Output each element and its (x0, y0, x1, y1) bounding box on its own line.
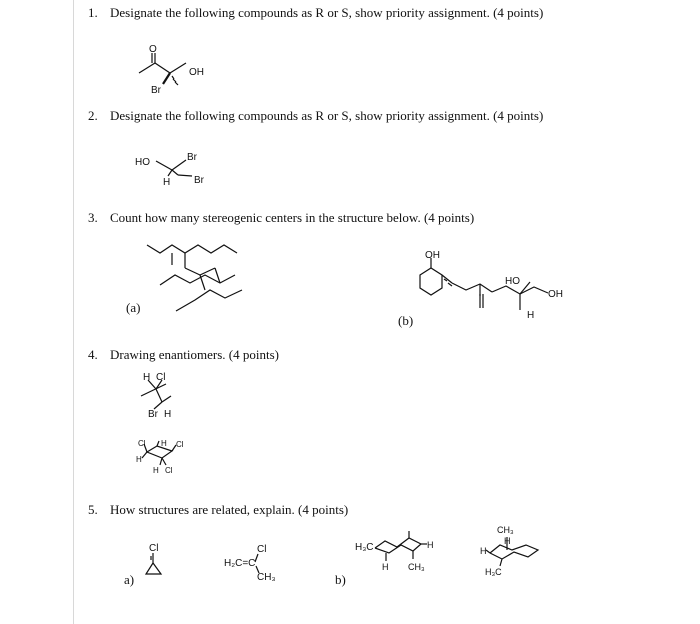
q5-label-b: b) (335, 572, 346, 587)
q2-atom-h: H (163, 177, 171, 188)
question-3-text: Count how many stereogenic centers in the structure below. (4 points) (110, 210, 475, 225)
q3b-atom-ho: HO (505, 276, 520, 287)
q2-atom-br1: Br (187, 152, 197, 163)
q5b1-atom-h2: H (427, 540, 434, 550)
q2-atom-ho: HO (135, 157, 150, 168)
q1-atom-br: Br (151, 85, 161, 96)
q4a-atom-br: Br (148, 409, 158, 420)
q4a-atom-h: H (143, 372, 151, 383)
q4a-atom-h2: H (164, 409, 172, 420)
question-3-number: 3. (88, 210, 98, 225)
q5a2-atom-ch3: CH₃ (257, 572, 276, 583)
q4b-atom-h1: H (161, 439, 167, 448)
q4b-atom-h3: H (153, 466, 159, 475)
q3b-atom-oh2: OH (548, 289, 563, 300)
q4b-atom-cl2: Cl (176, 440, 184, 449)
q3b-atom-h: H (527, 310, 535, 321)
q5b-chair-1 (355, 531, 434, 572)
q5-label-a: a) (124, 572, 135, 587)
q1-atom-oh: OH (189, 67, 204, 78)
question-5-number: 5. (88, 502, 98, 517)
q4b-atom-cl1: Cl (138, 439, 146, 448)
q5a-alkene (224, 544, 276, 583)
q3b-atom-oh: OH (425, 250, 440, 261)
question-4-number: 4. (88, 347, 98, 362)
question-2-text: Designate the following compounds as R or S, show priority assignment. (4 points) (110, 108, 544, 123)
q5b2-atom-h2: H (480, 546, 487, 556)
question-2-number: 2. (88, 108, 98, 123)
question-1-text: Designate the following compounds as R or S, show priority assignment. (4 points) (110, 5, 544, 20)
q5b2-atom-h3c: H₃C (485, 567, 502, 577)
question-4-text: Drawing enantiomers. (4 points) (110, 347, 279, 362)
q4b-atom-h2: H (136, 455, 142, 464)
q2-molecule (135, 152, 205, 188)
q4b-molecule (136, 439, 184, 475)
q1-atom-o: O (149, 44, 157, 55)
question-5-text: How structures are related, explain. (4 points) (110, 502, 349, 517)
q5a-cyclopropane (146, 543, 161, 574)
q5b1-atom-h3c: H₃C (355, 542, 374, 553)
q1-molecule (139, 44, 204, 96)
q5b2-atom-h1: H (504, 536, 511, 546)
q5b-chair-2 (480, 525, 538, 577)
q5b2-atom-ch3: CH₃ (497, 525, 514, 535)
q5a2-atom-cl: Cl (257, 544, 267, 555)
q5b1-atom-h1: H (382, 562, 389, 572)
q5a1-atom-cl: Cl (149, 543, 159, 554)
q4a-molecule (141, 372, 171, 420)
question-1-number: 1. (88, 5, 98, 20)
q2-atom-br2: Br (194, 175, 204, 186)
q3-label-a: (a) (126, 300, 141, 315)
q3b-molecule (420, 250, 563, 321)
q5b1-atom-ch3: CH₃ (408, 562, 425, 572)
q4b-atom-cl3: Cl (165, 466, 173, 475)
q3a-molecule (147, 245, 242, 311)
q4a-atom-cl: Cl (156, 372, 166, 383)
q5a2-atom-h2c: H₂C=C (224, 558, 256, 569)
q3-label-b: (b) (398, 313, 414, 328)
